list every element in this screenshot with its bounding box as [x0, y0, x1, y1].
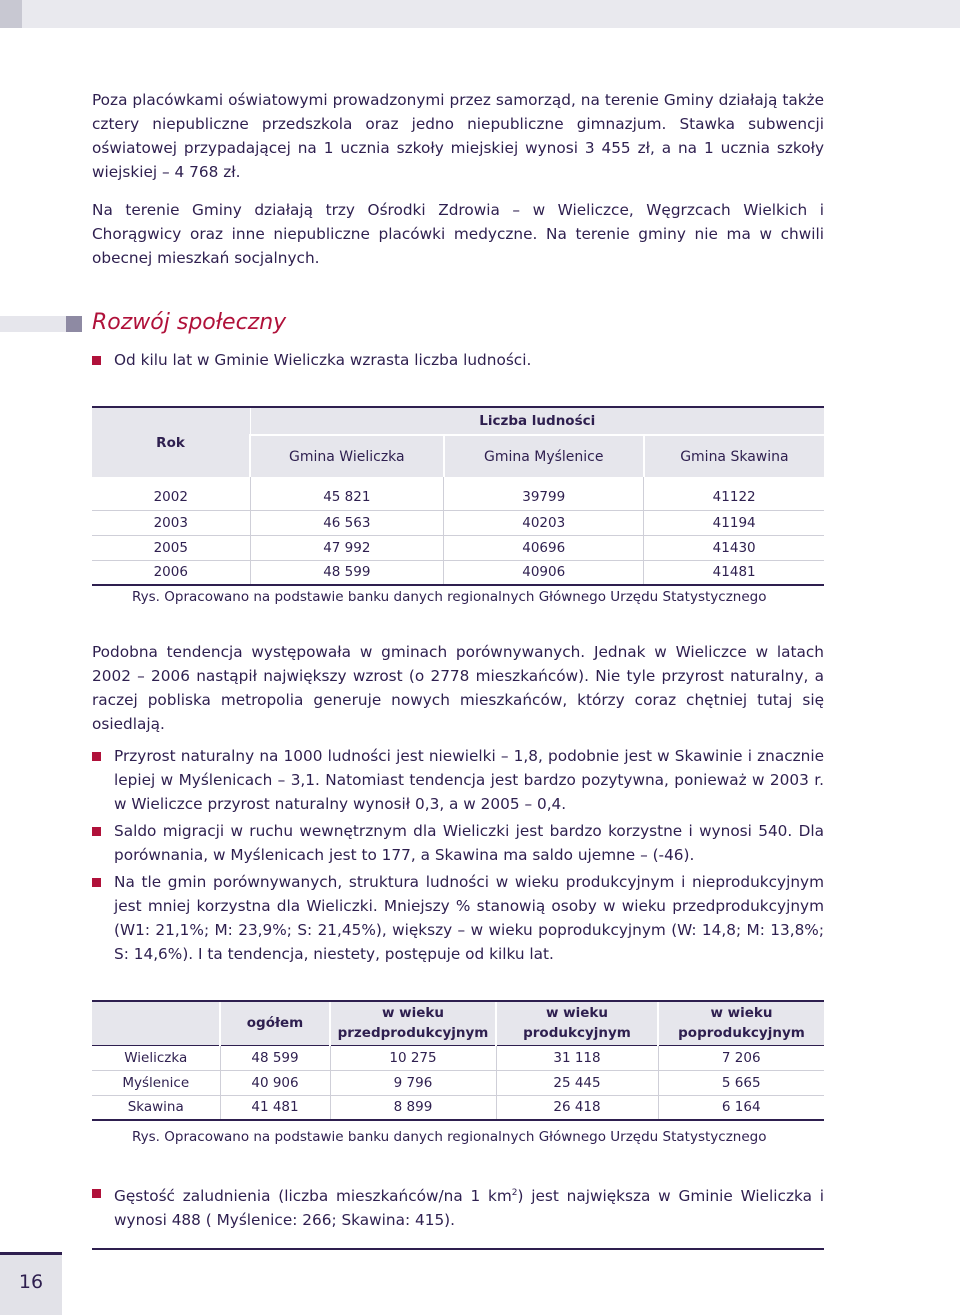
table-row: [92, 510, 824, 535]
column-header: Gmina Wieliczka: [250, 435, 444, 477]
heading-square-icon: [66, 316, 82, 332]
list-item: [92, 870, 824, 966]
bullet-text: Od kilu lat w Gminie Wieliczka wzrasta liczba ludności.: [114, 351, 532, 369]
bullet-square-icon: [92, 356, 101, 365]
table-cell: 41430: [644, 535, 824, 560]
comparison-paragraph: Podobna tendencja występowała w gminach porównywanych. Jednak w Wieliczce w latach 2002 – 2006 nastąpił największy wzrost (o 2778 mieszkańców). Nie tyle przyrost naturalny, a raczej pobliska metropolia generuje nowych mieszkańców, którzy coraz chętniej tutaj się osiedlają.: [92, 643, 824, 733]
column-header: w wieku przedprodukcyjnym: [330, 1001, 496, 1045]
table-row: [92, 1045, 824, 1070]
footer-rule: [92, 1248, 824, 1250]
table-cell: 40906: [444, 560, 644, 585]
table-row: [92, 1070, 824, 1095]
table-cell: 2003: [92, 510, 250, 535]
table-cell: 31 118: [496, 1045, 658, 1070]
table-cell: 2006: [92, 560, 250, 585]
table-cell: Myślenice: [92, 1070, 220, 1095]
table-cell: 9 796: [330, 1070, 496, 1095]
comparison-section: [92, 640, 824, 736]
table-cell: 48 599: [250, 560, 444, 585]
section-heading: [0, 310, 824, 336]
population-group-header: Liczba ludności: [250, 407, 824, 435]
intro-paragraph-1: Poza placówkami oświatowymi prowadzonymi przez samorząd, na terenie Gminy działają także cztery niepubliczne przedszkola oraz jedno niepubliczne gimnazjum. Stawka subwencji oświatowej przypadającej na 1 ucznia szkoły miejskiej wynosi 3 455 zł, a na 1 ucznia szkoły wiejskiej – 4 768 zł.: [92, 91, 824, 181]
table-cell: 2002: [92, 477, 250, 510]
intro-section: [92, 88, 824, 270]
table-cell: 48 599: [220, 1045, 330, 1070]
column-header: Gmina Skawina: [644, 435, 824, 477]
bullet-text-end: ) jest największa w Gminie Wieliczka i wynosi 488 ( Myślenice: 266; Skawina: 415).: [114, 1187, 824, 1230]
column-header: ogółem: [220, 1001, 330, 1045]
bullet-population-density: [92, 1181, 824, 1232]
bullet-square-icon: [92, 1189, 101, 1198]
table-cell: 39799: [444, 477, 644, 510]
table-cell: 40696: [444, 535, 644, 560]
table1-source: Rys. Opracowano na podstawie banku danych regionalnych Głównego Urzędu Statystycznego: [132, 589, 767, 605]
table-cell: 46 563: [250, 510, 444, 535]
list-item: [92, 819, 824, 867]
table-cell: 7 206: [658, 1045, 824, 1070]
table-cell: 41122: [644, 477, 824, 510]
bullet-square-icon: [92, 878, 101, 887]
heading-bar: [0, 316, 66, 332]
table-cell: 2005: [92, 535, 250, 560]
table-row: [92, 535, 824, 560]
table-cell: 5 665: [658, 1070, 824, 1095]
top-band: [0, 0, 960, 28]
population-table: [92, 406, 824, 586]
table-cell: 40203: [444, 510, 644, 535]
superscript: 2: [511, 1188, 518, 1198]
table-cell: Skawina: [92, 1095, 220, 1120]
table-row: [92, 1095, 824, 1120]
bullet-square-icon: [92, 752, 101, 761]
table-cell: 41194: [644, 510, 824, 535]
column-header: w wieku produkcyjnym: [496, 1001, 658, 1045]
bullet-text: Na tle gmin porównywanych, struktura ludności w wieku produkcyjnym i nieprodukcyjnym jest mniej korzystna dla Wieliczki. Mniejszy % stanowią osoby w wieku przedprodukcyjnym (W1: 21,1%; M: 23,9%; S: 21,45%), większy – w wieku poprodukcyjnym (W: 14,8; M: 13,8%; S: 14,6%). I ta tendencja, niestety, postępuje od kilku lat.: [114, 873, 824, 963]
table-cell: 41481: [644, 560, 824, 585]
bullet-list: [92, 744, 824, 969]
intro-paragraph-2: Na terenie Gminy działają trzy Ośrodki Zdrowia – w Wieliczce, Węgrzcach Wielkich i Chorągwicy oraz inne niepubliczne placówki medyczne. Na terenie gminy nie ma w chwili obecnej mieszkań socjalnych.: [92, 201, 824, 267]
column-header: w wieku poprodukcyjnym: [658, 1001, 824, 1045]
bullet-text-start: Gęstość zaludnienia (liczba mieszkańców/na 1 km: [114, 1187, 512, 1206]
table-cell: 6 164: [658, 1095, 824, 1120]
table-cell: 8 899: [330, 1095, 496, 1120]
top-band-accent: [0, 0, 22, 28]
bullet-square-icon: [92, 827, 101, 836]
table-cell: 25 445: [496, 1070, 658, 1095]
list-item: [92, 744, 824, 816]
table-cell: 45 821: [250, 477, 444, 510]
column-header: [92, 1001, 220, 1045]
table-cell: 40 906: [220, 1070, 330, 1095]
year-header: Rok: [92, 407, 250, 477]
table-cell: 26 418: [496, 1095, 658, 1120]
bullet-text: Przyrost naturalny na 1000 ludności jest niewielki – 1,8, podobnie jest w Skawinie i znacznie lepiej w Myślenicach – 3,1. Natomiast tendencja jest bardzo pozytywna, ponieważ w 2003 r. w Wieliczce przyrost naturalny wynosił 0,3, a w 2005 – 0,4.: [114, 747, 824, 813]
table-row: [92, 477, 824, 510]
page-number: 16: [18, 1271, 44, 1293]
bullet-text: Saldo migracji w ruchu wewnętrznym dla Wieliczki jest bardzo korzystne i wynosi 540. Dla porównania, w Myślenicach jest to 177, a Skawina ma saldo ujemne – (-46).: [114, 822, 824, 864]
table-cell: Wieliczka: [92, 1045, 220, 1070]
table-row: [92, 560, 824, 585]
table-cell: 47 992: [250, 535, 444, 560]
table-cell: 10 275: [330, 1045, 496, 1070]
bullet-population-growth: [92, 348, 824, 372]
table-cell: 41 481: [220, 1095, 330, 1120]
column-header: Gmina Myślenice: [444, 435, 644, 477]
page-number-box: [0, 1252, 62, 1315]
table2-source: Rys. Opracowano na podstawie banku danych regionalnych Głównego Urzędu Statystycznego: [132, 1129, 767, 1145]
section-title: Rozwój społeczny: [92, 310, 287, 335]
age-structure-table: [92, 1000, 824, 1121]
